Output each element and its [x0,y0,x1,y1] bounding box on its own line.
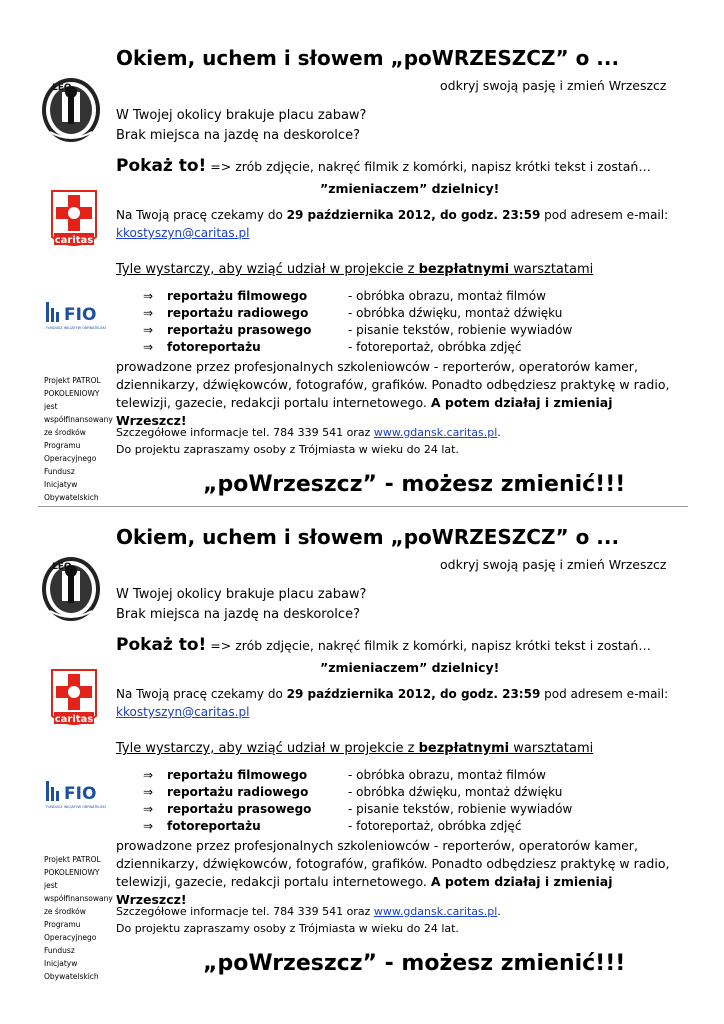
sponsor-note: Projekt PATROL POKOLENIOWY jest współfinansowany ze środków Programu Operacyjnego Fundusz Inicjatyw Obywatelskich [44,376,113,502]
deadline-line [116,208,668,222]
deadline-time: , do godz. 23:59 [431,208,541,222]
age-info: Do projektu zapraszamy osoby z Trójmiasta w wieku do 24 lat. [116,922,459,935]
workshop-name: reportażu radiowego [167,785,309,799]
workshop-desc: - obróbka dźwięku, montaż dźwięku [348,785,563,799]
arrow-icon: ⇒ [143,306,154,320]
zmieniacz-line: ”zmieniaczem” dzielnicy! [320,181,500,196]
svg-text:FIO: FIO [64,305,97,325]
cut-divider [38,506,688,507]
workshop-desc: - pisanie tekstów, robienie wywiadów [348,323,573,337]
slogan: „poWrzeszcz” - możesz zmienić!!! [203,951,626,976]
workshop-item [143,768,663,785]
svg-text:caritas: caritas [54,714,94,725]
website-link[interactable]: www.gdansk.caritas.pl [373,426,498,439]
workshop-item [143,323,663,340]
deadline-time: , do godz. 23:59 [431,687,541,701]
description-call: A potem działaj i zmieniaj Wrzeszcz! [116,395,613,428]
contact-info [116,426,501,439]
sponsor-note: Projekt PATROL POKOLENIOWY jest współfinansowany ze środków Programu Operacyjnego Fundusz Inicjatyw Obywatelskich [44,855,113,981]
fio-logo-icon [44,777,106,817]
contact-phone: Szczegółowe informacje tel. 784 339 541 oraz [116,905,374,918]
flyer-title: Okiem, uchem i słowem „poWRZESZCZ” o ... [116,46,620,70]
workshop-item [143,802,663,819]
workshop-desc: - pisanie tekstów, robienie wywiadów [348,802,573,816]
workshops-intro-bold: bezpłatnymi [418,262,510,277]
flyer-title: Okiem, uchem i słowem „poWRZESZCZ” o ... [116,525,620,549]
arrow-icon: ⇒ [143,819,154,833]
website-link[interactable]: www.gdansk.caritas.pl [373,905,498,918]
flyer-bottom [0,515,724,993]
workshop-list [143,289,663,357]
deadline-line [116,687,668,701]
workshop-desc: - obróbka dźwięku, montaż dźwięku [348,306,563,320]
workshop-name: reportażu filmowego [167,768,308,782]
description-call: A potem działaj i zmieniaj Wrzeszcz! [116,874,613,907]
svg-text:FUNDUSZ INICJATYW OBYWATELSKIC: FUNDUSZ INICJATYW OBYWATELSKICH [46,805,106,809]
svg-text:LEO: LEO [52,562,72,572]
workshop-item [143,340,663,357]
workshops-intro [116,262,593,277]
workshop-desc: - obróbka obrazu, montaż filmów [348,289,546,303]
workshops-intro [116,741,593,756]
workshop-name: reportażu prasowego [167,323,312,337]
contact-post: . [497,426,501,439]
pokaz-heading: Pokaż to! [116,635,207,655]
workshop-desc: - fotoreportaż, obróbka zdjęć [348,340,522,354]
zmieniacz-line: ”zmieniaczem” dzielnicy! [320,660,500,675]
flyer-subtitle: odkryj swoją pasję i zmień Wrzeszcz [440,78,667,93]
workshops-intro-bold: bezpłatnymi [418,741,510,756]
workshops-intro-pre: Tyle wystarczy, aby wziąć udział w projekcie z [116,262,419,277]
contact-info [116,905,501,918]
contact-post: . [497,905,501,918]
arrow-icon: ⇒ [143,323,154,337]
pokaz-line [116,156,651,176]
age-info: Do projektu zapraszamy osoby z Trójmiasta w wieku do 24 lat. [116,443,459,456]
intro-line-1: W Twojej okolicy brakuje placu zabaw? [116,108,367,123]
arrow-icon: ⇒ [143,340,154,354]
workshop-name: reportażu prasowego [167,802,312,816]
pokaz-line [116,635,651,655]
workshop-desc: - fotoreportaż, obróbka zdjęć [348,819,522,833]
deadline-pre: Na Twoją pracę czekamy do [116,208,287,222]
workshop-item [143,785,663,802]
svg-text:FUNDUSZ INICJATYW OBYWATELSKIC: FUNDUSZ INICJATYW OBYWATELSKICH [46,326,106,330]
deadline-post: pod adresem e-mail: [540,208,669,222]
workshop-name: reportażu filmowego [167,289,308,303]
workshop-item [143,819,663,836]
workshop-description [116,358,686,430]
pokaz-text: => zrób zdjęcie, nakręć filmik z komórki, napisz krótki tekst i zostań… [206,638,651,653]
workshops-intro-post: warsztatami [509,262,594,277]
workshop-desc: - obróbka obrazu, montaż filmów [348,768,546,782]
arrow-icon: ⇒ [143,802,154,816]
workshops-intro-pre: Tyle wystarczy, aby wziąć udział w projekcie z [116,741,419,756]
workshop-name: reportażu radiowego [167,306,309,320]
intro-line-2: Brak miejsca na jazdę na deskorolce? [116,607,360,622]
pokaz-text: => zrób zdjęcie, nakręć filmik z komórki, napisz krótki tekst i zostań… [206,159,651,174]
arrow-icon: ⇒ [143,768,154,782]
description-text: prowadzone przez profesjonalnych szkoleniowców - reporterów, operatorów kamer, dziennikarzy, dźwiękowców, fotografów, grafików. Ponadto odbędziesz praktykę w radio, telewizji, gazecie, redakcji portalu internetowego. [116,838,670,889]
deadline-post: pod adresem e-mail: [540,687,669,701]
contact-phone: Szczegółowe informacje tel. 784 339 541 oraz [116,426,374,439]
caritas-logo-icon [50,668,98,732]
svg-text:caritas: caritas [54,235,94,246]
workshop-name: fotoreportażu [167,819,261,833]
pokaz-heading: Pokaż to! [116,156,207,176]
intro-line-1: W Twojej okolicy brakuje placu zabaw? [116,587,367,602]
workshops-intro-post: warsztatami [509,741,594,756]
description-text: prowadzone przez profesjonalnych szkoleniowców - reporterów, operatorów kamer, dziennikarzy, dźwiękowców, fotografów, grafików. Ponadto odbędziesz praktykę w radio, telewizji, gazecie, redakcji portalu internetowego. [116,359,670,410]
workshop-name: fotoreportażu [167,340,261,354]
flyer-subtitle: odkryj swoją pasję i zmień Wrzeszcz [440,557,667,572]
workshop-item [143,289,663,306]
deadline-date: 29 października 2012 [286,208,432,222]
caritas-logo-icon [50,189,98,253]
deadline-pre: Na Twoją pracę czekamy do [116,687,287,701]
slogan: „poWrzeszcz” - możesz zmienić!!! [203,472,626,497]
email-link[interactable]: kkostyszyn@caritas.pl [116,705,250,719]
leo-logo-icon [40,553,102,623]
arrow-icon: ⇒ [143,785,154,799]
workshop-description [116,837,686,909]
flyer-top [0,36,724,514]
svg-text:LEO: LEO [52,83,72,93]
arrow-icon: ⇒ [143,289,154,303]
deadline-date: 29 października 2012 [286,687,432,701]
svg-text:FIO: FIO [64,784,97,804]
email-link[interactable]: kkostyszyn@caritas.pl [116,226,250,240]
leo-logo-icon [40,74,102,144]
intro-line-2: Brak miejsca na jazdę na deskorolce? [116,128,360,143]
workshop-item [143,306,663,323]
workshop-list [143,768,663,836]
fio-logo-icon [44,298,106,338]
